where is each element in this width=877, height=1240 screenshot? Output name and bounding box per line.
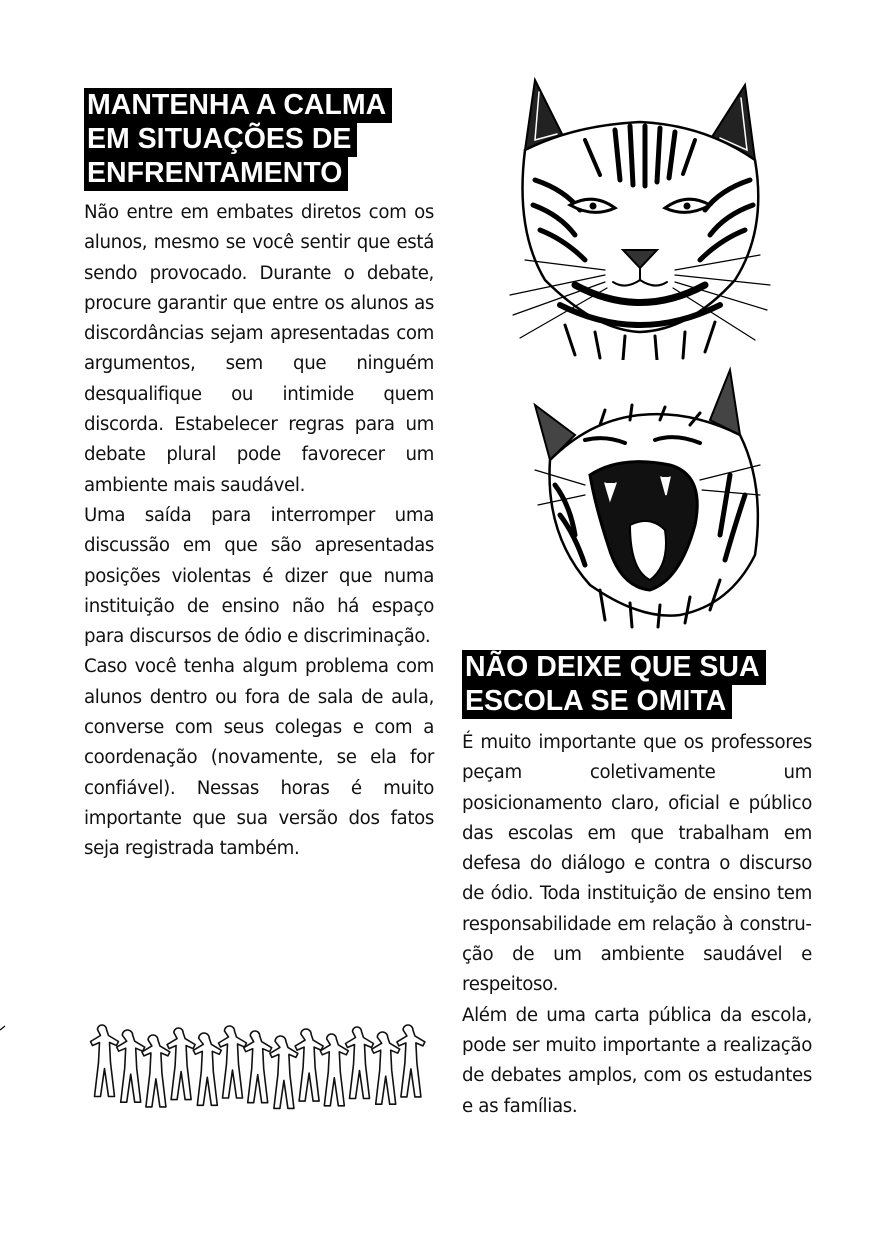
person-figure [244,1031,272,1103]
person-figure [270,1036,298,1108]
people-holding-hands-illustration [80,1005,430,1120]
person-figure [117,1030,145,1102]
section-body-keep-calm [84,198,434,865]
person-figure [346,1027,374,1099]
heading-line: EM SITUAÇÕES DE [84,122,357,157]
heading-line: MANTENHA A CALMA [84,88,392,123]
edge-artifact-mark [0,1025,6,1031]
section-body-school-omission [462,728,812,1122]
paragraph: Não entre em embates diretos com os alunos, mesmo se você sentir que está sendo provocado. Durante o debate, procure garantir que entre os alunos as discordâncias sejam apresentadas com argumentos, sem que ninguém desqualifique ou intimide quem discorda. Estabelecer regras para um debate plural pode favorecer um ambiente mais saudável. [84,202,434,496]
person-figure [91,1025,119,1097]
paragraph: Caso você tenha algum problema com alunos dentro ou fora de sala de aula, converse com seus colegas e com a coordenação (novamente, se ela for confiável). Nessas horas é muito importante que sua versão dos fatos seja registrada também. [84,656,434,860]
person-figure [320,1034,348,1106]
yawning-cat-illustration [530,365,765,630]
paragraph: Além de uma carta pública da escola, pode ser muito importante a realização de debates amplos, com os estudantes e as famílias. [462,1004,812,1117]
person-figure [142,1035,170,1107]
person-figure [193,1033,221,1105]
person-figure [397,1025,425,1097]
person-figure [219,1026,247,1098]
person-figure [372,1032,400,1104]
heading-line: ESCOLA SE OMITA [462,684,732,719]
section-keep-calm [84,88,434,865]
heading-line: NÃO DEIXE QUE SUA [462,650,766,685]
section-heading-keep-calm [84,88,434,190]
person-figure [167,1028,195,1100]
paragraph: Uma saída para interromper uma discussão em que são apresentadas posições violentas é dizer que numa instituição de ensino não há espaço para discursos de ódio e discriminação. [84,504,434,648]
section-heading-school-omission [462,650,812,718]
calm-cat-illustration [505,70,775,360]
section-school-omission [462,650,812,1122]
heading-line: ENFRENTAMENTO [84,156,348,191]
paragraph: É muito importante que os professores peçam coletivamente um posicionamento claro, oficial e público das escolas em que trabalham em defesa do diálogo e contra o discurso de ódio. Toda instituição de ensino tem responsabilidade em relação à construção de um ambiente saudável e respeitoso. [462,732,812,996]
person-figure [295,1029,323,1101]
